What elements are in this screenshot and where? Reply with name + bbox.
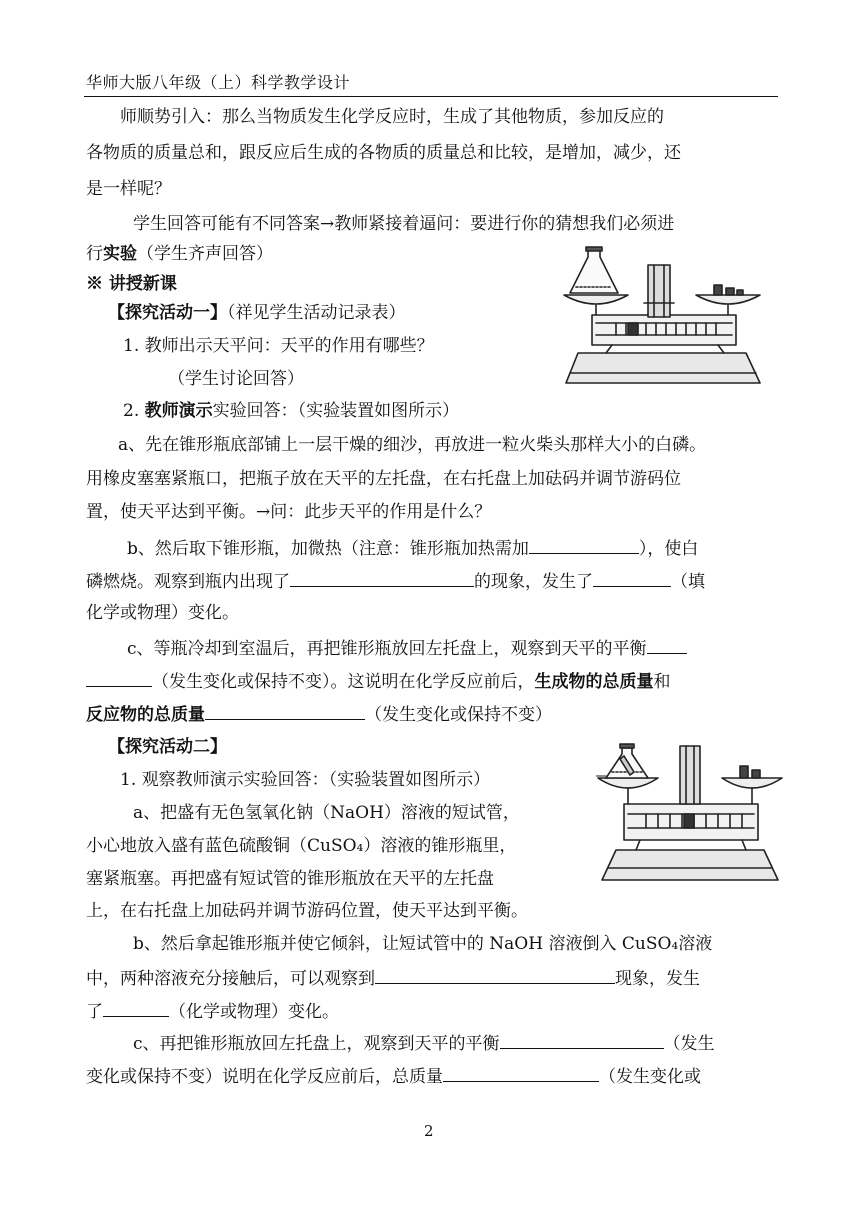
text-line: 小心地放入盛有蓝色硫酸铜（CuSO₄）溶液的锥形瓶里， [86,836,517,856]
balance-with-flask-and-test-tube-figure [596,742,784,884]
text-line [86,244,273,264]
text-line: 化学或物理）变化。 [86,603,239,623]
text-line [86,703,552,725]
text-span: （化学或物理）变化。 [169,1002,339,1022]
text-span: （祥见学生活动记录表） [227,303,406,323]
section-title: ※ 讲授新课 [86,274,177,294]
text-line [127,537,698,559]
text-line: 1. 教师出示天平问：天平的作用有哪些？ [123,336,434,356]
fill-blank[interactable] [443,1065,599,1082]
bold-text: 教师演示 [144,401,213,421]
text-span: （学生齐声回答） [137,244,273,264]
text-span: 行 [86,244,103,264]
text-span: 的现象，发生了 [474,572,593,592]
text-span: （发生变化或 [599,1067,701,1087]
text-line [108,303,406,323]
text-span: ），使白 [638,539,699,559]
text-span: 现象，发生 [615,969,700,989]
fill-blank[interactable] [205,703,365,720]
text-line [86,670,671,692]
text-span: （发生 [663,1034,715,1054]
text-span: （发生变化或保持不变）。这说明在化学反应前后， [152,672,535,692]
text-line: b、然后拿起锥形瓶并使它倾斜，让短试管中的 NaOH 溶液倒入 CuSO₄溶液 [133,934,713,954]
page-number: 2 [424,1122,434,1140]
text-line [86,1065,701,1087]
text-span: （发生变化或保持不变） [365,705,552,725]
text-line: 塞紧瓶塞。再把盛有短试管的锥形瓶放在天平的左托盘 [86,869,494,889]
text-line: 是一样呢？ [86,179,171,199]
bold-text: 实验 [103,244,137,264]
header-divider [84,96,778,97]
text-line [86,967,700,989]
fill-blank[interactable] [375,967,615,984]
fill-blank[interactable] [500,1032,664,1049]
text-line: a、先在锥形瓶底部铺上一层干燥的细沙，再放进一粒火柴头那样大小的白磷。 [118,435,707,455]
text-span: （填 [671,572,705,592]
text-span: 和 [653,672,671,692]
text-line: 上，在右托盘上加砝码并调节游码位置，使天平达到平衡。 [86,901,528,921]
text-span: c、再把锥形瓶放回左托盘上，观察到天平的平衡 [133,1034,500,1054]
text-line: 1. 观察教师演示实验回答：（实验装置如图所示） [120,770,491,790]
page-header: 华师大版八年级（上）科学教学设计 [86,73,351,92]
text-line: 学生回答可能有不同答案→教师紧接着逼问：要进行你的猜想我们必须进 [133,214,675,234]
text-line [123,401,459,421]
text-line: 置，使天平达到平衡。→问：此步天平的作用是什么？ [86,502,492,522]
text-line [133,1032,715,1054]
text-line [127,637,687,659]
text-line [86,570,705,592]
bold-text: 生成物的总质量 [534,672,654,692]
text-span: c、等瓶冷却到室温后，再把锥形瓶放回左托盘上，观察到天平的平衡 [127,639,647,659]
text-span: 中，两种溶液充分接触后，可以观察到 [86,969,375,989]
activity-title: 【探究活动一】 [108,303,227,323]
balance-with-flask-figure [556,243,770,389]
text-span: 2. [123,401,145,421]
text-span: 磷燃烧。观察到瓶内出现了 [86,572,290,592]
fill-blank[interactable] [290,570,474,587]
text-line [86,1000,339,1022]
text-line: 师顺势引入：那么当物质发生化学反应时，生成了其他物质，参加反应的 [120,107,664,127]
text-line: 用橡皮塞塞紧瓶口，把瓶子放在天平的左托盘，在右托盘上加砝码并调节游码位 [86,469,681,489]
text-line: a、把盛有无色氢氧化钠（NaOH）溶液的短试管， [133,803,520,823]
text-line: 各物质的质量总和，跟反应后生成的各物质的质量总和比较，是增加，减少，还 [86,143,681,163]
bold-text: 反应物的总质量 [86,705,205,725]
fill-blank[interactable] [647,637,687,654]
fill-blank[interactable] [529,537,639,554]
text-span: b、然后取下锥形瓶，加微热（注意：锥形瓶加热需加 [127,539,529,559]
fill-blank[interactable] [593,570,671,587]
fill-blank[interactable] [103,1000,169,1017]
activity-title: 【探究活动二】 [108,737,227,757]
text-span: 变化或保持不变）说明在化学反应前后，总质量 [86,1067,443,1087]
fill-blank[interactable] [86,670,152,687]
text-span: 了 [86,1002,103,1022]
text-span: 实验回答：（实验装置如图所示） [212,401,460,421]
text-line: （学生讨论回答） [168,369,304,389]
